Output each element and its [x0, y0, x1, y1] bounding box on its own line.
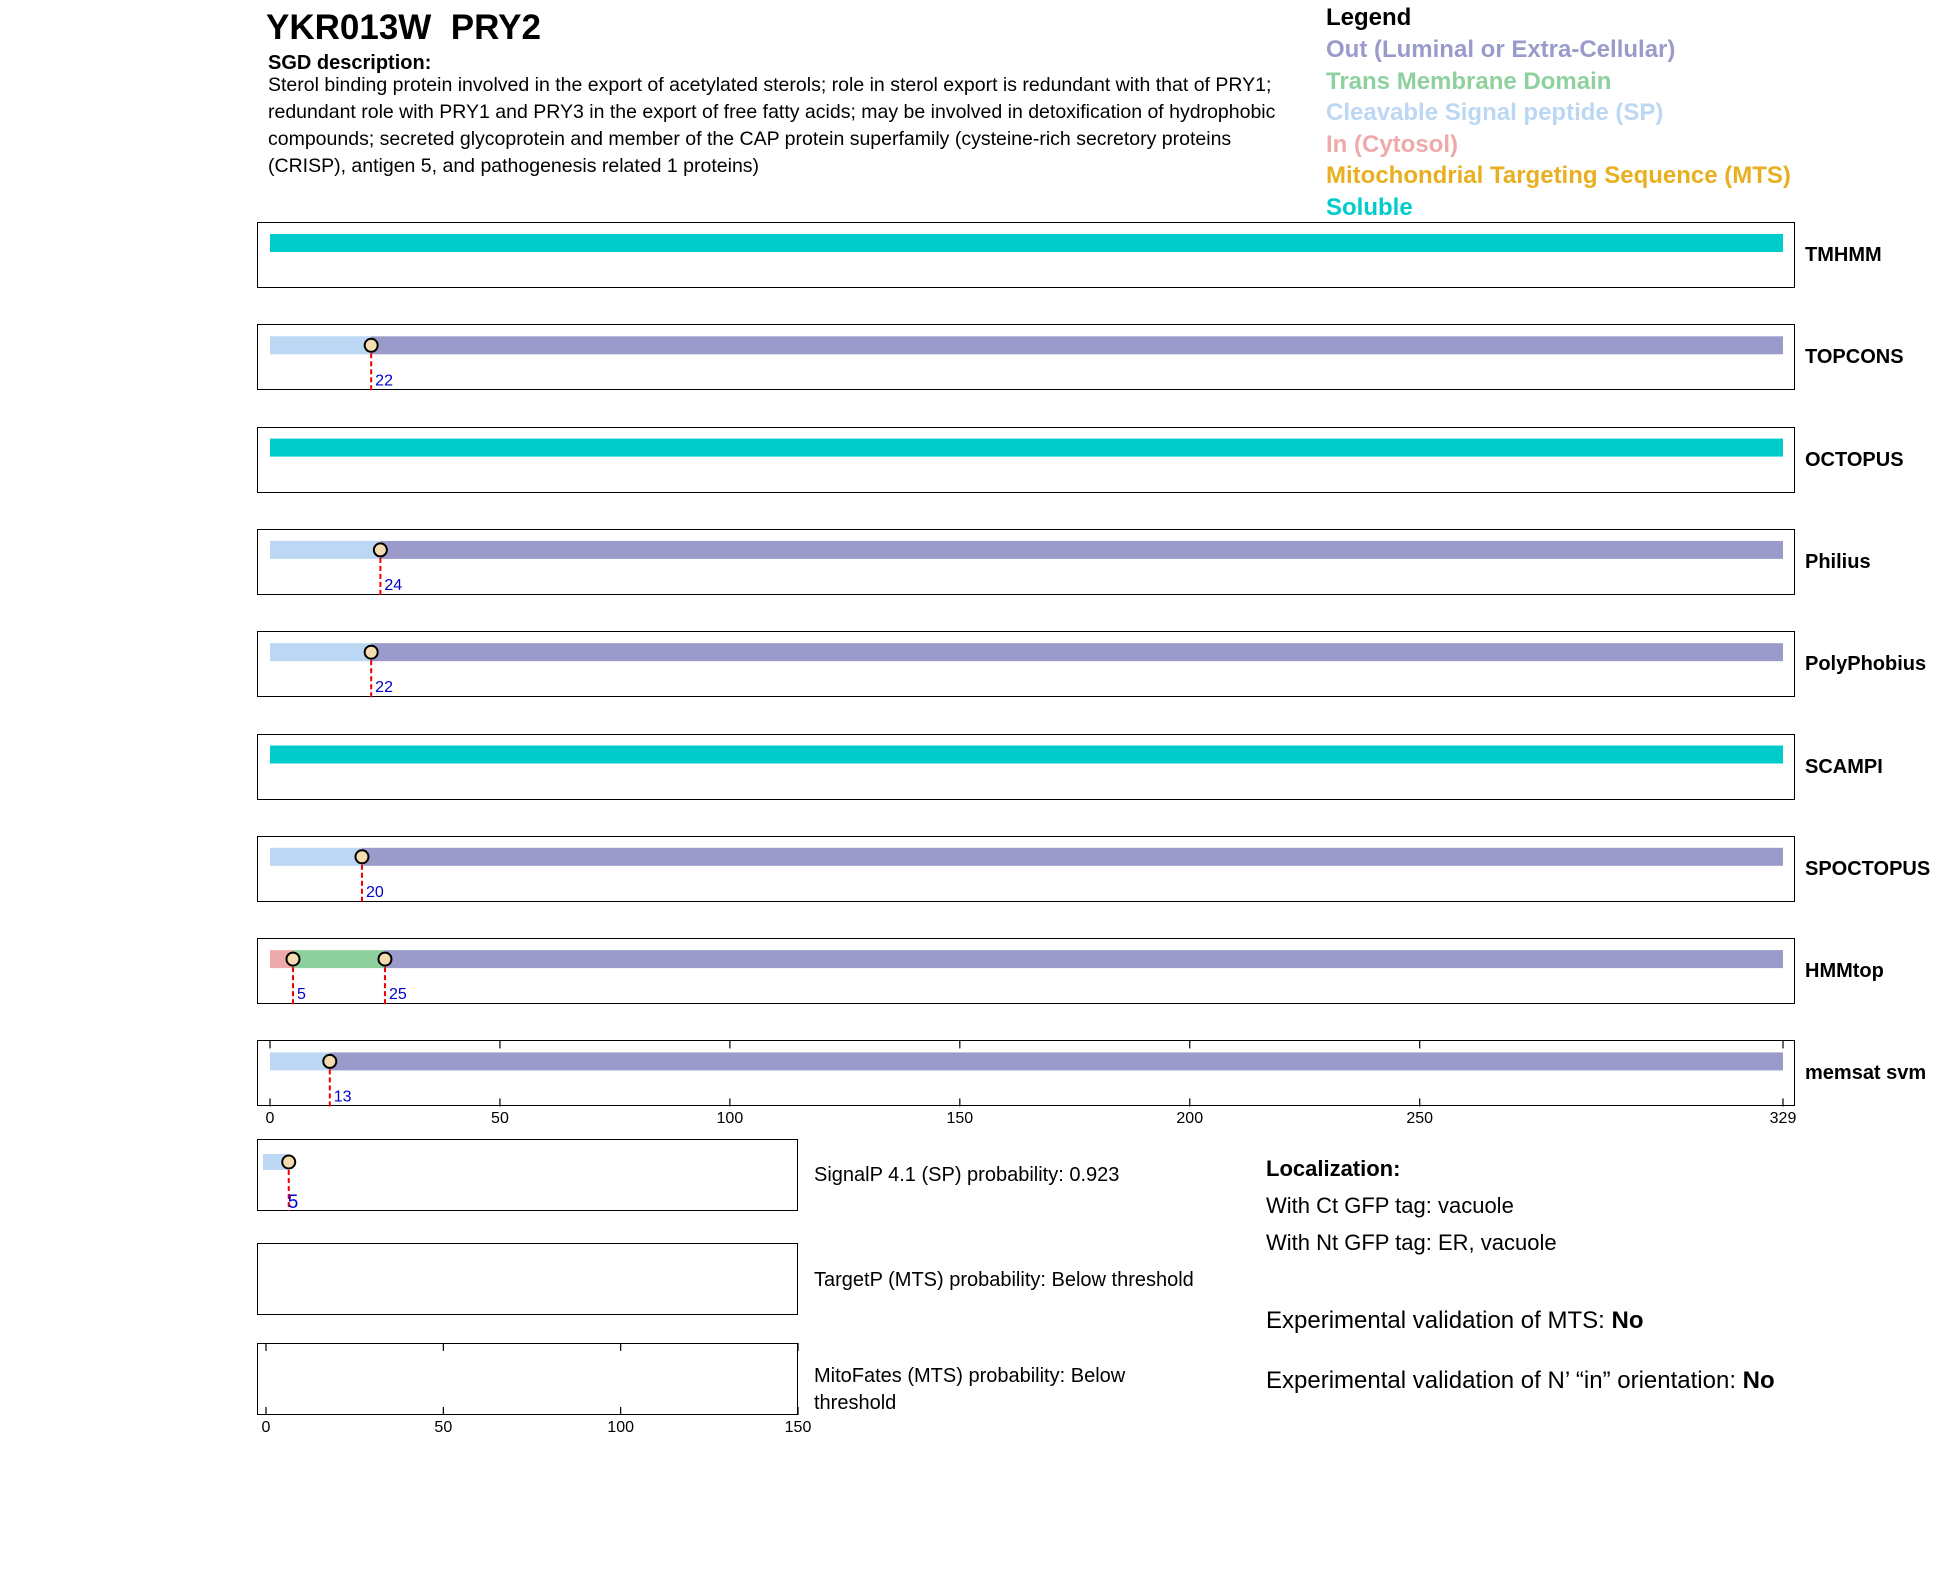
- segment-sp: [270, 336, 371, 354]
- segment-soluble: [270, 439, 1783, 457]
- description-label: SGD description:: [268, 52, 432, 74]
- marker-label: 13: [333, 1088, 352, 1106]
- x-tick-label: 200: [1176, 1110, 1204, 1128]
- legend-item: Out (Luminal or Extra-Cellular): [1326, 36, 1676, 63]
- legend-item: Soluble: [1326, 193, 1413, 221]
- marker-label: 24: [384, 576, 403, 594]
- validation-mts-label: Experimental validation of MTS:: [1266, 1307, 1612, 1334]
- predictor-label: HMMtop: [1805, 960, 1884, 983]
- segment-sp: [270, 1052, 330, 1070]
- x-tick-label: 250: [1406, 1110, 1434, 1128]
- marker-dot: [286, 953, 299, 966]
- predictor-label: Philius: [1805, 550, 1871, 573]
- description-text: Sterol binding protein involved in the export of acetylated sterols; role in sterol export is redundant with that of PRY1; redundant role with PRY1 and PRY3 in the export of free fatty acids; may be involved in detoxification of hydrophobic compounds; secreted glycoprotein and member of the CAP protein superfamily (cysteine-rich secretory proteins (CRISP), antigen 5, and pathogenesis related 1 proteins): [268, 74, 1276, 177]
- marker-dot: [282, 1156, 295, 1169]
- x-tick-label: 150: [946, 1110, 974, 1128]
- marker-label: 22: [375, 372, 393, 390]
- validation-orientation-value: No: [1742, 1367, 1775, 1394]
- x-tick-label: 329: [1769, 1110, 1797, 1128]
- x-tick-label: 0: [265, 1110, 275, 1128]
- predictor-label: memsat svm: [1805, 1062, 1927, 1085]
- marker-dot: [378, 953, 391, 966]
- segment-sp: [270, 848, 362, 866]
- segment-out: [380, 541, 1783, 559]
- validation-orientation-label: Experimental validation of N’ “in” orientation:: [1266, 1367, 1743, 1394]
- marker-dot: [365, 646, 378, 659]
- localization-title: Localization:: [1266, 1156, 1401, 1181]
- probability-label: TargetP (MTS) probability: Below threshold: [814, 1269, 1194, 1291]
- segment-tm: [293, 950, 385, 968]
- marker-dot: [374, 543, 387, 556]
- segment-out: [371, 336, 1783, 354]
- segment-soluble: [270, 234, 1783, 252]
- probability-label: MitoFates (MTS) probability: Below threshold: [814, 1365, 1126, 1414]
- x-tick-label: 100: [716, 1110, 744, 1128]
- segment-out: [371, 643, 1783, 661]
- legend-item: Trans Membrane Domain: [1326, 67, 1612, 95]
- localization-ct: With Ct GFP tag: vacuole: [1266, 1193, 1514, 1218]
- legend-item: In (Cytosol): [1326, 130, 1458, 158]
- predictor-label: TMHMM: [1805, 244, 1882, 266]
- predictor-label: OCTOPUS: [1805, 448, 1904, 471]
- localization: [1266, 1150, 1557, 1261]
- predictor-label: TOPCONS: [1805, 346, 1904, 369]
- x-tick-label: 50: [434, 1419, 453, 1436]
- legend-title: Legend: [1326, 4, 1412, 31]
- marker-label: 5: [287, 1192, 299, 1213]
- segment-sp: [270, 643, 371, 661]
- validation-mts: [1266, 1307, 1643, 1335]
- localization-nt: With Nt GFP tag: ER, vacuole: [1266, 1230, 1557, 1255]
- marker-label: 25: [388, 986, 407, 1004]
- legend-item: Cleavable Signal peptide (SP): [1326, 99, 1664, 126]
- marker-label: 20: [365, 883, 384, 901]
- marker-dot: [323, 1055, 336, 1068]
- x-tick-label: 0: [261, 1419, 271, 1436]
- segment-sp: [270, 541, 380, 559]
- marker-label: 22: [375, 679, 393, 697]
- predictor-label: PolyPhobius: [1805, 653, 1927, 676]
- segment-soluble: [270, 746, 1783, 764]
- probability-label: SignalP 4.1 (SP) probability: 0.923: [814, 1164, 1120, 1186]
- x-tick-label: 150: [784, 1419, 812, 1436]
- predictor-label: SCAMPI: [1805, 755, 1883, 778]
- segment-out: [330, 1052, 1783, 1070]
- segment-out: [385, 950, 1783, 968]
- marker-dot: [355, 850, 368, 863]
- gene-id: YKR013W: [266, 8, 432, 47]
- predictor-label: SPOCTOPUS: [1805, 857, 1931, 880]
- validation-orientation: [1266, 1367, 1775, 1395]
- marker-label: 5: [296, 986, 306, 1004]
- gene-name: PRY2: [450, 8, 541, 47]
- x-tick-label: 100: [607, 1419, 635, 1436]
- validation-mts-value: No: [1611, 1307, 1644, 1334]
- x-tick-label: 50: [491, 1110, 509, 1128]
- marker-dot: [365, 339, 378, 352]
- segment-out: [362, 848, 1783, 866]
- legend-item: Mitochondrial Targeting Sequence (MTS): [1326, 162, 1791, 189]
